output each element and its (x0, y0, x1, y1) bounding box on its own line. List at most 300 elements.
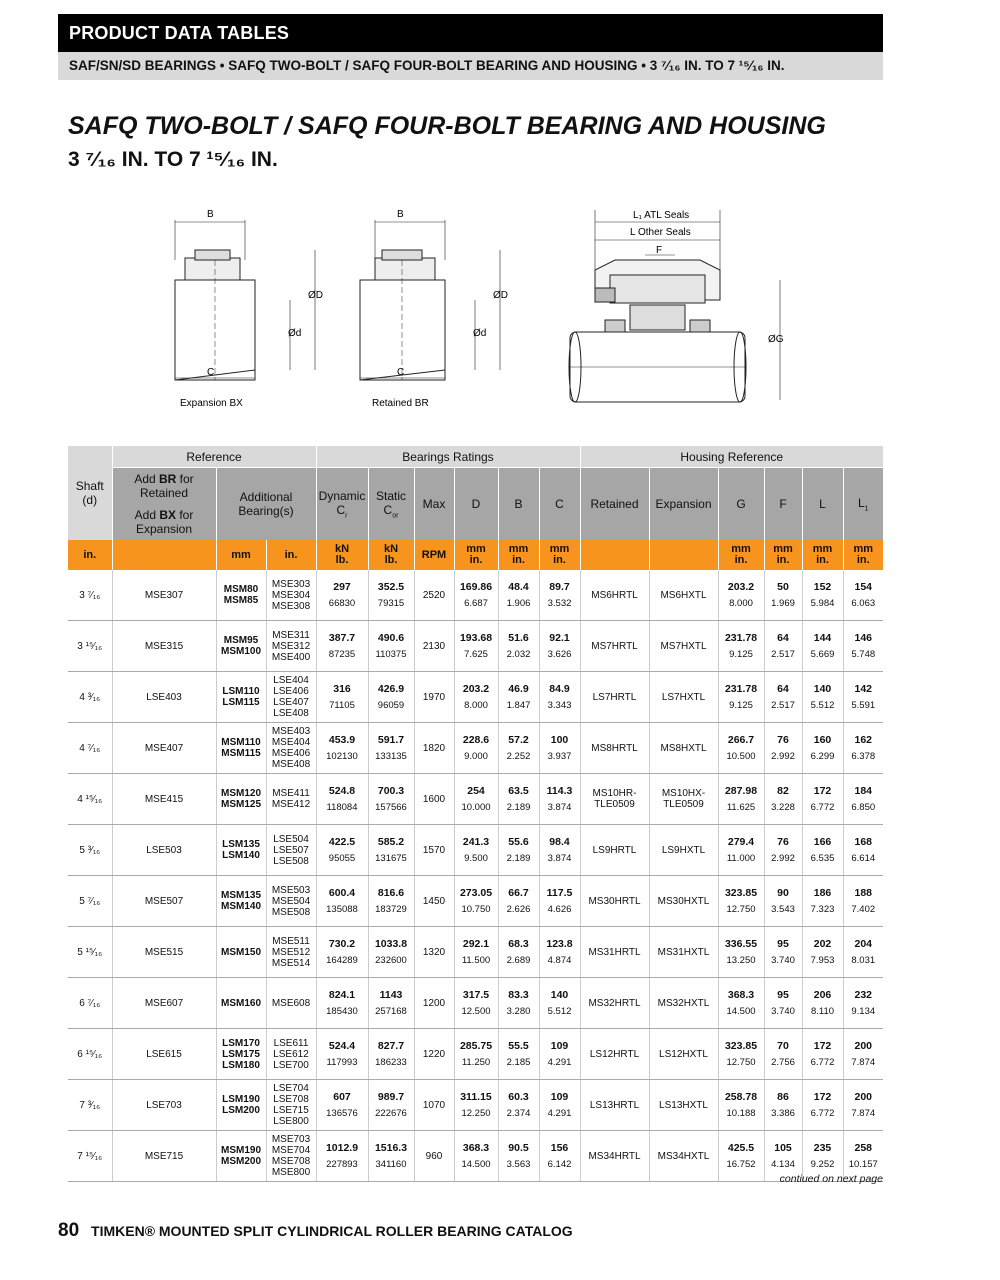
cell-C-secondary: 3.532 (547, 597, 572, 609)
cell-F-primary: 50 (777, 580, 789, 593)
expansion-b-label: B (207, 209, 214, 220)
cell-rpm: 1220 (422, 1048, 446, 1060)
cell-inch: MSE303 (271, 578, 311, 590)
cell-stat-primary: 426.9 (377, 682, 405, 695)
cell-D-primary: 311.15 (460, 1090, 492, 1103)
cell-dyn-primary: 387.7 (328, 631, 356, 644)
cell-base: MSE407 (144, 742, 184, 754)
cell-stat-primary: 816.6 (377, 886, 405, 899)
cell-G-primary: 258.78 (724, 1090, 758, 1103)
cell-D-secondary: 7.625 (464, 648, 488, 660)
cell-base: LSE615 (146, 1048, 182, 1060)
cell-G-secondary: 11.000 (726, 852, 756, 864)
continued-note: contiued on next page (779, 1173, 883, 1185)
cell-shaft: 3 ⁷⁄₁₆ (79, 589, 101, 601)
cell-inch: MSE304 (271, 589, 311, 601)
group-housing: Housing Reference (580, 446, 883, 468)
cell-D-primary: 317.5 (462, 988, 490, 1001)
cell-stat-primary: 1033.8 (374, 937, 408, 950)
cell-inch: LSE508 (273, 855, 309, 867)
cell-G-secondary: 11.625 (726, 801, 756, 813)
table-row (68, 978, 883, 1029)
cell-inch: LSE408 (273, 708, 309, 719)
cell-L1-secondary: 7.402 (851, 903, 876, 915)
cell-C-secondary: 4.291 (547, 1107, 572, 1119)
cell-inch: MSE408 (271, 759, 311, 770)
cell-L-primary: 160 (813, 733, 832, 746)
cell-D-primary: 203.2 (462, 682, 490, 695)
cell-inch: MSE503 (271, 884, 311, 896)
cell-L1-primary: 154 (854, 580, 873, 593)
cell-L1-primary: 188 (854, 886, 873, 899)
cell-mm: LSM115 (222, 697, 260, 708)
cell-G-secondary: 13.250 (726, 954, 756, 966)
cell-G-secondary: 16.752 (726, 1158, 756, 1170)
cell-D-secondary: 11.250 (461, 1056, 491, 1068)
cell-F-primary: 95 (777, 988, 789, 1001)
expansion-diagram (175, 220, 315, 380)
cell-ret: MS8HRTL (591, 742, 638, 754)
cell-shaft: 3 ¹⁵⁄₁₆ (77, 640, 103, 652)
cell-L-secondary: 8.110 (810, 1005, 835, 1017)
cell-B-primary: 55.5 (508, 1039, 529, 1052)
cell-L-secondary: 7.953 (810, 954, 835, 966)
cell-B-primary: 68.3 (508, 937, 529, 950)
retained-id-label: Ød (473, 328, 487, 339)
cell-ret: MS6HRTL (591, 589, 638, 601)
group-ratings: Bearings Ratings (316, 446, 580, 468)
cell-G-secondary: 12.750 (726, 903, 756, 915)
cell-B-primary: 63.5 (508, 784, 529, 797)
cell-L1-secondary: 6.850 (851, 801, 876, 813)
cell-F-secondary: 4.134 (771, 1158, 795, 1170)
cell-rpm: 2130 (422, 640, 446, 652)
cell-F-secondary: 3.740 (771, 1005, 795, 1017)
cell-dyn-primary: 524.8 (328, 784, 356, 797)
cell-shaft: 7 ³⁄₁₆ (79, 1099, 101, 1111)
cell-G-secondary: 12.750 (726, 1056, 756, 1068)
cell-stat-primary: 1516.3 (374, 1141, 408, 1154)
cell-ret: MS34HRTL (588, 1150, 641, 1162)
cell-mm: MSM120 (220, 788, 261, 799)
cell-exp: LS7HXTL (661, 691, 706, 703)
cell-L1-secondary: 10.157 (848, 1158, 878, 1170)
cell-L-primary: 140 (813, 682, 832, 695)
cell-ret: MS10HR-TLE0509 (592, 788, 637, 810)
table-row (68, 723, 883, 774)
col-l: L (802, 468, 843, 541)
cell-F-secondary: 3.740 (771, 954, 795, 966)
cell-F-primary: 70 (777, 1039, 789, 1052)
cell-B-primary: 46.9 (508, 682, 529, 695)
cell-rpm: 1320 (422, 946, 446, 958)
cell-mm: MSM100 (220, 646, 261, 657)
cell-L1-secondary: 5.591 (851, 699, 876, 711)
cell-base: LSE503 (146, 844, 182, 856)
cell-ret: MS31HRTL (588, 946, 641, 958)
cell-L1-primary: 162 (854, 733, 873, 746)
table-row (68, 927, 883, 978)
cell-shaft: 5 ³⁄₁₆ (79, 844, 101, 856)
cell-D-secondary: 8.000 (464, 699, 488, 711)
cell-C-secondary: 3.343 (547, 699, 572, 711)
cell-B-secondary: 2.189 (506, 801, 531, 813)
cell-dyn-secondary: 164289 (326, 954, 358, 966)
cell-exp: LS12HXTL (659, 1048, 708, 1060)
cell-dyn-primary: 422.5 (328, 835, 356, 848)
expansion-caption: Expansion BX (180, 398, 243, 409)
cell-D-secondary: 9.000 (464, 750, 488, 762)
cell-C-primary: 117.5 (546, 886, 573, 899)
cell-L1-secondary: 6.614 (851, 852, 876, 864)
cell-mm: LSM190 (222, 1094, 260, 1105)
cell-stat-secondary: 133135 (375, 750, 407, 762)
cell-L-secondary: 7.323 (810, 903, 835, 915)
cell-L-primary: 172 (813, 784, 832, 797)
cell-F-primary: 105 (774, 1141, 792, 1154)
cell-rpm: 2520 (422, 589, 446, 601)
cell-L-primary: 186 (813, 886, 832, 899)
cell-F-secondary: 2.517 (771, 699, 795, 711)
retained-diagram (360, 220, 500, 380)
cell-stat-primary: 585.2 (377, 835, 405, 848)
cell-C-primary: 109 (550, 1090, 569, 1103)
cell-L-secondary: 6.772 (810, 801, 835, 813)
cell-exp: MS31HXTL (657, 946, 710, 958)
page-footer (58, 1220, 573, 1242)
cell-dyn-secondary: 185430 (326, 1005, 358, 1017)
cell-mm: MSM150 (220, 946, 261, 958)
cell-ret: MS7HRTL (591, 640, 638, 652)
housing-l-label: L Other Seals (630, 227, 691, 238)
cell-mm: MSM80 (223, 584, 259, 595)
cell-F-primary: 64 (777, 682, 789, 695)
cell-L-secondary: 6.299 (810, 750, 835, 762)
table-row (68, 1131, 883, 1182)
col-shaft: Shaft (d) (68, 446, 112, 540)
cell-B-primary: 90.5 (508, 1141, 529, 1154)
cell-G-primary: 279.4 (727, 835, 755, 848)
cell-dyn-primary: 607 (333, 1090, 351, 1103)
cell-L1-primary: 184 (854, 784, 873, 797)
cell-dyn-primary: 453.9 (328, 733, 356, 746)
cell-inch: LSE700 (273, 1059, 309, 1071)
cell-inch: LSE612 (273, 1048, 309, 1060)
cell-D-secondary: 11.500 (461, 954, 491, 966)
cell-D-primary: 273.05 (459, 886, 493, 899)
cell-inch: LSE715 (273, 1105, 309, 1116)
cell-B-primary: 55.6 (508, 835, 529, 848)
cell-mm: LSM110 (222, 686, 260, 697)
cell-D-secondary: 10.750 (461, 903, 491, 915)
cell-G-primary: 287.98 (724, 784, 758, 797)
cell-inch: MSE403 (271, 726, 311, 737)
section-subheader-bar (58, 52, 883, 80)
table-row (68, 876, 883, 927)
col-retained: Retained (580, 468, 649, 541)
cell-L1-secondary: 7.874 (851, 1107, 876, 1119)
col-f: F (764, 468, 802, 541)
cell-B-secondary: 3.563 (506, 1158, 531, 1170)
cell-inch: MSE511 (272, 935, 310, 947)
cell-C-primary: 89.7 (549, 580, 570, 593)
cell-G-secondary: 9.125 (729, 699, 753, 711)
cell-C-secondary: 4.291 (547, 1056, 572, 1068)
cell-rpm: 1970 (422, 691, 446, 703)
cell-L-primary: 172 (813, 1090, 832, 1103)
cell-stat-secondary: 341160 (375, 1158, 407, 1170)
cell-C-secondary: 3.874 (547, 852, 572, 864)
page-number: 80 (58, 1220, 80, 1241)
cell-mm: MSM110 (221, 737, 261, 748)
cell-C-secondary: 6.142 (547, 1158, 572, 1170)
cell-B-primary: 48.4 (508, 580, 529, 593)
cell-rpm: 1820 (422, 742, 446, 754)
cell-B-secondary: 3.280 (506, 1005, 531, 1017)
cell-inch: MSE412 (271, 799, 311, 810)
retained-od-label: ØD (493, 290, 508, 301)
cell-C-secondary: 3.937 (547, 750, 572, 762)
retained-c-label: C (397, 367, 405, 378)
retained-caption: Retained BR (372, 398, 429, 409)
cell-shaft: 4 ³⁄₁₆ (79, 691, 101, 703)
cell-exp: MS8HXTL (660, 742, 707, 754)
cell-B-primary: 83.3 (508, 988, 529, 1001)
col-b: B (498, 468, 539, 541)
cell-D-primary: 169.86 (459, 580, 493, 593)
expansion-od-label: ØD (308, 290, 323, 301)
table-row (68, 1029, 883, 1080)
page-subtitle: 3 ⁷⁄₁₆ IN. TO 7 ¹⁵⁄₁₆ IN. (68, 148, 278, 171)
cell-dyn-secondary: 102130 (326, 750, 358, 762)
cell-stat-secondary: 96059 (377, 699, 405, 711)
cell-C-secondary: 3.874 (547, 801, 572, 813)
page-title: SAFQ TWO-BOLT / SAFQ FOUR-BOLT BEARING AND HOUSING (68, 112, 826, 140)
cell-D-secondary: 12.250 (461, 1107, 491, 1119)
cell-inch: LSE504 (273, 833, 309, 845)
cell-D-secondary: 10.000 (461, 801, 491, 813)
cell-base: MSE415 (144, 793, 184, 805)
cell-L-primary: 152 (813, 580, 832, 593)
cell-B-secondary: 2.032 (506, 648, 531, 660)
table-row (68, 825, 883, 876)
cell-shaft: 7 ¹⁵⁄₁₆ (77, 1150, 103, 1162)
cell-D-primary: 241.3 (462, 835, 490, 848)
cell-F-secondary: 3.386 (771, 1107, 795, 1119)
cell-dyn-secondary: 136576 (326, 1107, 358, 1119)
cell-shaft: 5 ⁷⁄₁₆ (79, 895, 101, 907)
cell-L-secondary: 6.772 (810, 1056, 835, 1068)
cell-F-secondary: 2.992 (771, 852, 795, 864)
cell-ret: MS30HRTL (588, 895, 641, 907)
cell-stat-secondary: 222676 (375, 1107, 407, 1119)
cell-C-secondary: 4.874 (547, 954, 572, 966)
cell-exp: MS34HXTL (657, 1150, 710, 1162)
cell-inch: LSE708 (273, 1094, 309, 1105)
cell-inch: MSE312 (271, 640, 311, 652)
cell-exp: LS9HXTL (661, 844, 706, 856)
cell-shaft: 6 ⁷⁄₁₆ (79, 997, 101, 1009)
cell-ret: LS7HRTL (592, 691, 637, 703)
section-title: PRODUCT DATA TABLES (69, 23, 290, 43)
cell-L1-secondary: 6.063 (851, 597, 876, 609)
cell-stat-primary: 827.7 (377, 1039, 405, 1052)
cell-C-primary: 98.4 (549, 835, 570, 848)
cell-D-primary: 292.1 (462, 937, 490, 950)
cell-L1-primary: 204 (854, 937, 873, 950)
cell-inch: LSE507 (273, 844, 309, 856)
cell-G-secondary: 14.500 (726, 1005, 756, 1017)
cell-inch: MSE400 (271, 651, 311, 663)
cell-L-secondary: 6.535 (810, 852, 835, 864)
cell-inch: LSE611 (273, 1037, 309, 1049)
cell-stat-secondary: 131675 (375, 852, 407, 864)
col-max: Max (414, 468, 454, 541)
housing-g-label: ØG (768, 334, 784, 345)
cell-mm: LSM175 (222, 1048, 260, 1060)
cell-D-secondary: 14.500 (461, 1158, 491, 1170)
cell-F-primary: 86 (777, 1090, 789, 1103)
cell-inch: MSE308 (271, 600, 311, 612)
col-c: C (539, 468, 580, 541)
cell-F-primary: 90 (777, 886, 789, 899)
cell-D-primary: 228.6 (462, 733, 490, 746)
cell-B-primary: 57.2 (508, 733, 529, 746)
cell-F-secondary: 3.228 (771, 801, 795, 813)
cell-L1-secondary: 9.134 (851, 1005, 876, 1017)
cell-G-primary: 266.7 (727, 733, 755, 746)
cell-C-secondary: 3.626 (547, 648, 572, 660)
cell-B-secondary: 1.906 (506, 597, 531, 609)
cell-base: LSE403 (146, 691, 182, 703)
cell-D-primary: 368.3 (462, 1141, 490, 1154)
col-static: Static $C_{or}$ (368, 468, 414, 541)
cell-dyn-secondary: 87235 (328, 648, 356, 660)
cell-dyn-primary: 1012.9 (325, 1141, 359, 1154)
cell-mm: MSM125 (220, 799, 261, 810)
cell-B-secondary: 2.185 (506, 1056, 531, 1068)
cell-L-primary: 206 (813, 988, 832, 1001)
cell-rpm: 1070 (422, 1099, 446, 1111)
table-row (68, 774, 883, 825)
cell-L-primary: 172 (813, 1039, 832, 1052)
cell-stat-secondary: 157566 (375, 801, 407, 813)
col-add-br-bx: Add BR for Retained Add BX for Expansion (112, 468, 216, 541)
cell-dyn-secondary: 66830 (328, 597, 356, 609)
cell-C-primary: 140 (550, 988, 569, 1001)
cell-stat-primary: 591.7 (377, 733, 405, 746)
expansion-c-label: C (207, 367, 215, 378)
cell-dyn-primary: 600.4 (328, 886, 356, 899)
cell-base: MSE515 (144, 946, 184, 958)
cell-mm: MSM95 (223, 635, 259, 646)
cell-C-primary: 114.3 (546, 784, 573, 797)
cell-B-secondary: 2.689 (506, 954, 531, 966)
cell-rpm: 1200 (422, 997, 446, 1009)
cell-F-secondary: 3.543 (771, 903, 795, 915)
cell-stat-secondary: 186233 (375, 1056, 407, 1068)
cell-B-primary: 66.7 (508, 886, 529, 899)
cell-exp: MS6HXTL (660, 589, 707, 601)
table-row (68, 621, 883, 672)
cell-F-secondary: 1.969 (771, 597, 795, 609)
cell-B-secondary: 2.189 (506, 852, 531, 864)
cell-stat-secondary: 232600 (375, 954, 407, 966)
col-d: D (454, 468, 498, 541)
cell-C-primary: 84.9 (549, 682, 570, 695)
cell-base: MSE315 (144, 640, 184, 652)
cell-mm: LSM140 (222, 850, 260, 861)
cell-shaft: 4 ¹⁵⁄₁₆ (77, 793, 103, 805)
cell-exp: MS32HXTL (657, 997, 710, 1009)
cell-dyn-secondary: 71105 (329, 699, 355, 711)
cell-F-primary: 76 (777, 733, 789, 746)
cell-L-primary: 202 (813, 937, 832, 950)
cell-L1-primary: 232 (854, 988, 873, 1001)
cell-shaft: 4 ⁷⁄₁₆ (79, 742, 101, 754)
col-dynamic: Dynamic $C_r$ (316, 468, 368, 541)
cell-ret: MS32HRTL (588, 997, 641, 1009)
cell-rpm: 1570 (422, 844, 446, 856)
cell-inch: LSE404 (273, 675, 309, 686)
cell-dyn-secondary: 227893 (326, 1158, 358, 1170)
cell-dyn-primary: 316 (333, 682, 351, 695)
cell-G-primary: 323.85 (724, 886, 758, 899)
cell-B-primary: 51.6 (508, 631, 529, 644)
cell-L-secondary: 9.252 (810, 1158, 835, 1170)
cell-stat-secondary: 110375 (375, 648, 407, 660)
cell-rpm: 960 (425, 1150, 443, 1162)
cell-stat-secondary: 257168 (375, 1005, 407, 1017)
cell-inch: MSE703 (271, 1134, 311, 1145)
table-row (68, 570, 883, 621)
table-body (68, 570, 883, 1182)
cell-L1-secondary: 8.031 (851, 954, 876, 966)
cell-G-secondary: 9.125 (729, 648, 753, 660)
cell-G-primary: 425.5 (727, 1141, 755, 1154)
cell-C-primary: 109 (550, 1039, 569, 1052)
cell-exp: MS30HXTL (657, 895, 710, 907)
cell-mm: LSM200 (222, 1105, 260, 1116)
cell-stat-primary: 700.3 (377, 784, 405, 797)
cell-C-secondary: 4.626 (547, 903, 572, 915)
cell-inch: MSE311 (272, 629, 310, 641)
cell-stat-secondary: 183729 (375, 903, 407, 915)
cell-L-secondary: 5.669 (810, 648, 835, 660)
housing-l1-label: L₁ ATL Seals (633, 210, 690, 221)
cell-mm: LSM170 (222, 1037, 260, 1049)
cell-ret: LS9HRTL (592, 844, 637, 856)
table-row (68, 1080, 883, 1131)
cell-G-primary: 231.78 (724, 682, 758, 695)
cell-D-secondary: 12.500 (461, 1005, 491, 1017)
cell-mm: MSM140 (220, 901, 261, 912)
col-additional-bearings: Additional Bearing(s) (216, 468, 316, 541)
cell-inch: LSE406 (273, 686, 309, 697)
cell-exp: MS7HXTL (660, 640, 707, 652)
housing-f-label: F (656, 245, 663, 256)
cell-L1-primary: 168 (854, 835, 873, 848)
cell-ret: LS12HRTL (589, 1048, 640, 1060)
cell-F-primary: 64 (777, 631, 789, 644)
cell-L1-secondary: 7.874 (851, 1056, 876, 1068)
cell-F-secondary: 2.756 (771, 1056, 795, 1068)
cell-dyn-primary: 730.2 (328, 937, 356, 950)
cell-C-primary: 100 (550, 733, 569, 746)
cell-inch: MSE411 (272, 788, 310, 799)
cell-F-secondary: 2.517 (771, 648, 795, 660)
cell-D-secondary: 9.500 (464, 852, 488, 864)
